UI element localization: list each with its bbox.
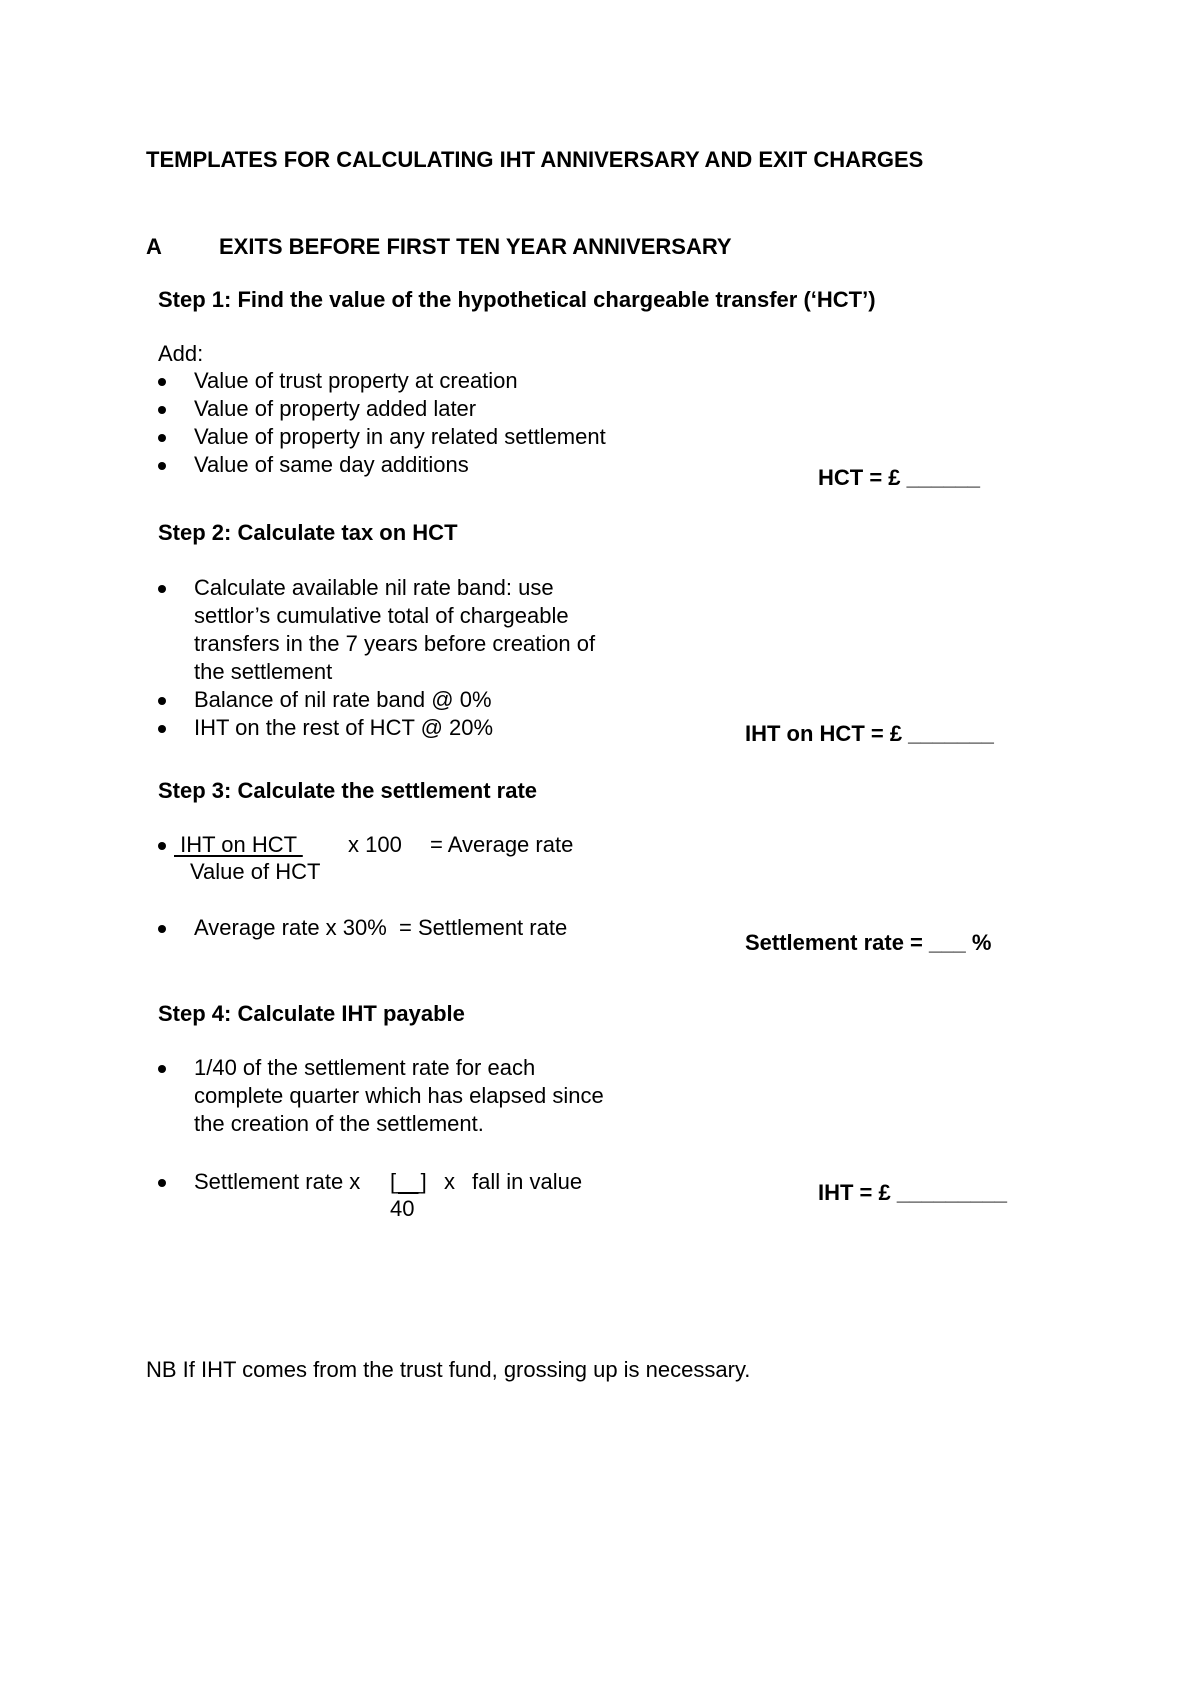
bullet-icon: [158, 462, 166, 470]
section-letter: A: [146, 234, 162, 259]
fraction-denominator: Value of HCT: [190, 859, 321, 884]
bullet-icon: [158, 925, 166, 933]
document-title: TEMPLATES FOR CALCULATING IHT ANNIVERSARY AND EXIT CHARGES: [146, 147, 924, 172]
bullet-icon: [158, 585, 166, 593]
fraction-numerator: IHT on HCT: [174, 832, 303, 857]
list-item: Average rate x 30% = Settlement rate: [158, 914, 567, 942]
list-item: IHT on the rest of HCT @ 20%: [158, 714, 595, 742]
bullet-icon: [158, 406, 166, 414]
section-title: EXITS BEFORE FIRST TEN YEAR ANNIVERSARY: [219, 234, 732, 259]
bullet-icon: [158, 378, 166, 386]
note-text: NB If IHT comes from the trust fund, grossing up is necessary.: [146, 1357, 751, 1382]
step2-bullet-list: [158, 574, 595, 742]
fraction-multiplier: x 100: [348, 832, 402, 857]
bullet-icon: [158, 725, 166, 733]
step2-heading: Step 2: Calculate tax on HCT: [158, 520, 458, 545]
step3-heading: Step 3: Calculate the settlement rate: [158, 778, 538, 803]
list-item: Value of property in any related settlement: [158, 423, 606, 451]
list-item: Calculate available nil rate band: use settlor’s cumulative total of chargeable transfers in the 7 years before creation of the settlement: [158, 574, 595, 686]
step3-bullet-list: [158, 914, 567, 942]
fraction-equals: = Average rate: [430, 832, 574, 857]
bullet-icon: [158, 842, 166, 850]
list-item: Value of property added later: [158, 395, 606, 423]
list-item: Value of trust property at creation: [158, 367, 606, 395]
formula-prefix: Settlement rate x: [194, 1169, 361, 1194]
formula-denominator: 40: [390, 1196, 415, 1221]
step4-heading: Step 4: Calculate IHT payable: [158, 1001, 465, 1026]
step1-bullet-list: [158, 367, 606, 479]
step4-result: IHT = £ _________: [818, 1180, 1007, 1205]
step1-intro: Add:: [158, 341, 204, 366]
bullet-icon: [158, 434, 166, 442]
formula-bracket: [__]: [390, 1169, 427, 1194]
bullet-icon: [158, 1179, 166, 1187]
list-item: Balance of nil rate band @ 0%: [158, 686, 595, 714]
step3-result: Settlement rate = ___ %: [745, 930, 992, 955]
step4-bullet-list: [158, 1054, 604, 1138]
formula-suffix: fall in value: [472, 1169, 583, 1194]
bullet-icon: [158, 1065, 166, 1073]
step2-result: IHT on HCT = £ _______: [745, 721, 994, 746]
formula-times: x: [444, 1169, 455, 1194]
step1-heading: Step 1: Find the value of the hypothetical chargeable transfer (‘HCT’): [158, 287, 876, 312]
bullet-icon: [158, 697, 166, 705]
list-item: 1/40 of the settlement rate for each complete quarter which has elapsed since the creation of the settlement.: [158, 1054, 604, 1138]
list-item: Value of same day additions: [158, 451, 606, 479]
step1-result: HCT = £ ______: [818, 465, 981, 490]
